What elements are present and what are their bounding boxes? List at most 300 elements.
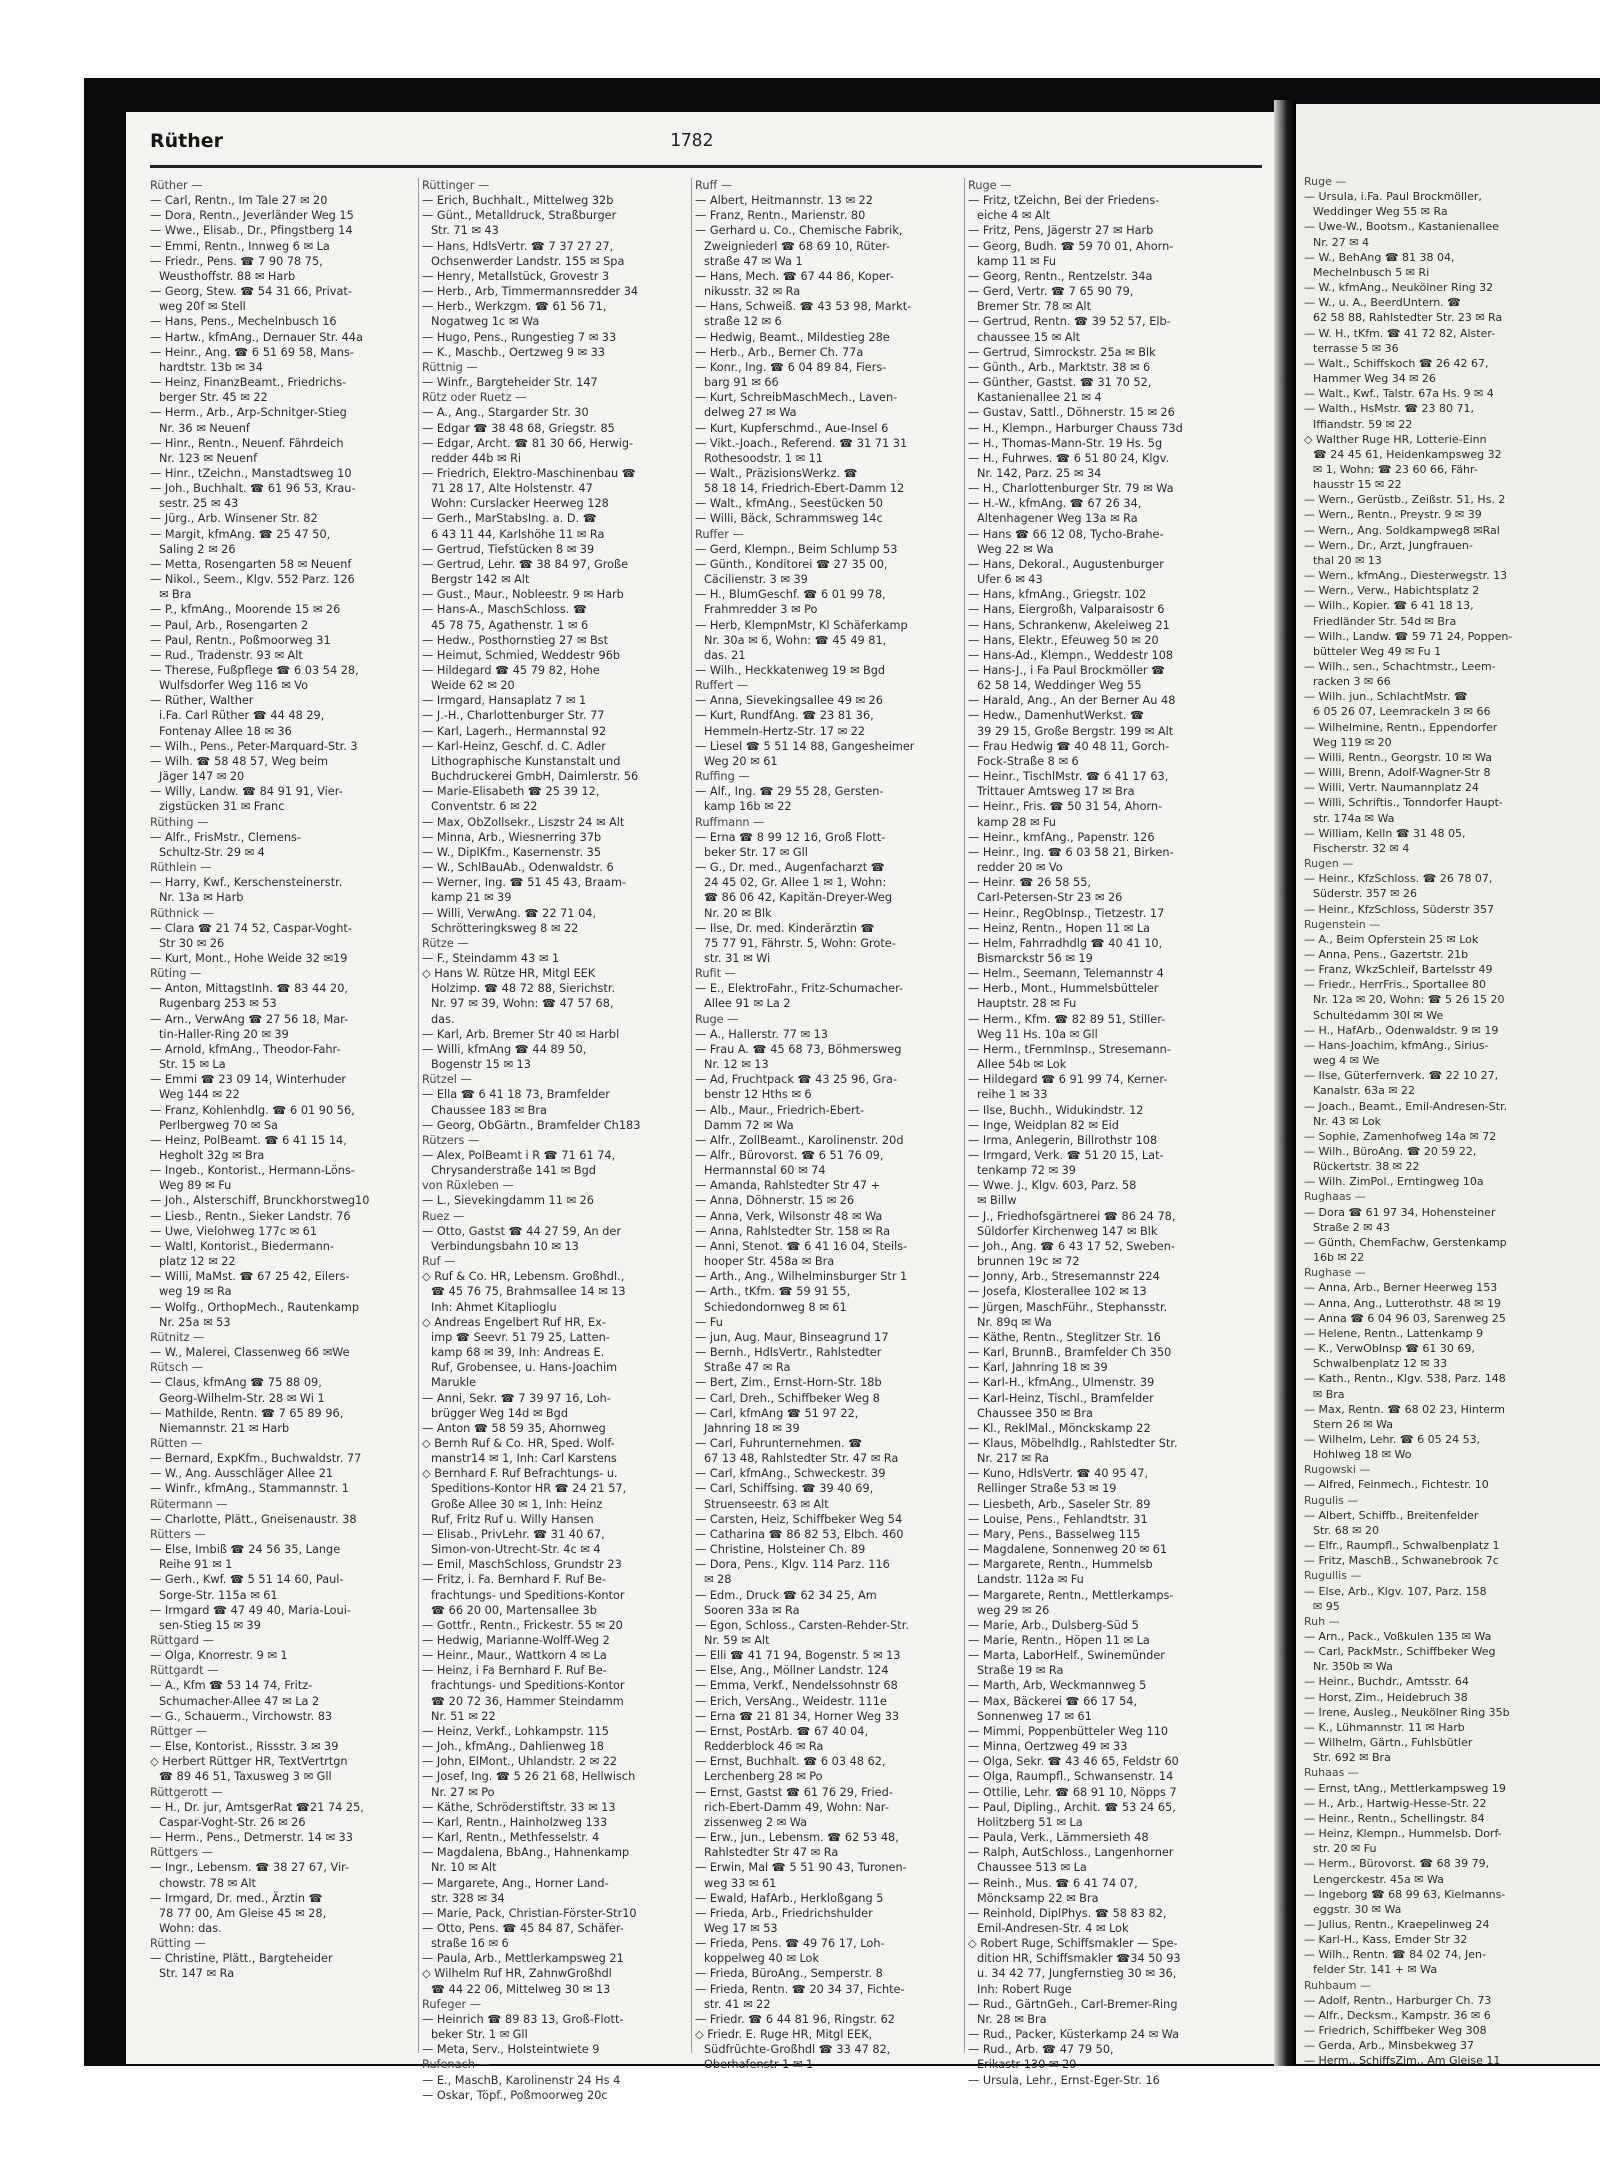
directory-entry: — Joh., Ang. ☎ 6 43 17 52, Sweben-	[968, 1239, 1175, 1253]
directory-entry: — Erich, VersAng., Weidestr. 111e	[695, 1694, 887, 1708]
directory-entry: — Edm., Druck ☎ 62 34 25, Am	[695, 1588, 877, 1602]
directory-entry: — Karl, Arb. Bremer Str 40 ✉ Harbl	[422, 1027, 620, 1041]
directory-entry: — Claus, kfmAng ☎ 75 88 09,	[150, 1376, 322, 1390]
directory-entry: — Carl, kfmAng ☎ 51 97 22,	[695, 1406, 859, 1420]
directory-entry: — Jürg., Arb. Winsener Str. 82	[150, 512, 318, 526]
directory-entry: — Gertrud, Rentn. ☎ 39 52 57, Elb-	[968, 315, 1171, 329]
directory-entry: ◇ Ruf & Co. HR, Lebensm. Großhdl.,	[422, 1270, 625, 1284]
directory-entry: kamp 68 ✉ 39, Inh: Andreas E.	[431, 1346, 605, 1360]
directory-entry: — Heinrich ☎ 89 83 13, Groß-Flott-	[422, 2012, 624, 2026]
directory-entry: — Reinh., Mus. ☎ 6 41 74 07,	[968, 1876, 1138, 1890]
directory-entry: Carl-Petersen-Str 23 ✉ 26	[977, 891, 1123, 905]
directory-entry: — Kurt, Kupferschmd., Aue-Insel 6	[695, 421, 889, 435]
directory-entry: — Frau A. ☎ 45 68 73, Böhmersweg	[695, 1042, 902, 1056]
directory-entry: ◇ Friedr. E. Ruge HR, Mitgl EEK,	[695, 2028, 873, 2042]
directory-entry: — Karl-H., Kass, Emder Str 32	[1304, 1933, 1468, 1947]
directory-entry: Saling 2 ✉ 26	[159, 542, 236, 556]
directory-entry: — Helm., Seemann, Telemannstr 4	[968, 967, 1164, 981]
directory-entry: — Günther, Gastst. ☎ 31 70 52,	[968, 376, 1152, 390]
directory-entry: — Wilh., BüroAng. ☎ 20 59 22,	[1304, 1145, 1477, 1158]
directory-entry: — Therese, Fußpflege ☎ 6 03 54 28,	[150, 664, 359, 677]
directory-entry: Rugenbarg 253 ✉ 53	[159, 997, 277, 1011]
directory-entry: — Arth., Ang., Wilhelminsburger Str 1	[695, 1270, 908, 1284]
directory-entry: — Winfr., Bargteheider Str. 147	[422, 376, 598, 390]
directory-entry: — Carsten, Heiz, Schiffbeker Weg 54	[695, 1512, 903, 1526]
directory-entry: — Ursula, i.Fa. Paul Brockmöller,	[1304, 190, 1482, 204]
directory-entry: — Mary, Pens., Basselweg 115	[968, 1527, 1141, 1541]
directory-entry: — Elfr., Raumpfl., Schwalbenplatz 1	[1304, 1539, 1500, 1553]
directory-entry: — Gerd, Klempn., Beim Schlump 53	[695, 542, 898, 556]
directory-entry: 75 77 91, Fährstr. 5, Wohn: Grote-	[704, 936, 896, 950]
directory-entry: Chaussee 183 ✉ Bra	[431, 1103, 547, 1117]
directory-entry: Rüttger —	[150, 1724, 208, 1738]
directory-entry: ✉ 28	[704, 1573, 732, 1587]
directory-entry: — Hildegard ☎ 6 91 99 74, Kerner-	[968, 1073, 1168, 1087]
directory-entry: Perlbergweg 70 ✉ Sa	[159, 1118, 278, 1132]
directory-entry: — Christine, Holsteiner Ch. 89	[695, 1543, 866, 1557]
directory-entry: Zweigniederl ☎ 68 69 10, Rüter-	[704, 239, 891, 253]
directory-entry: — Frieda, Rentn. ☎ 20 34 37, Fichte-	[695, 1982, 905, 1996]
directory-entry: — Liesb., Rentn., Sieker Landstr. 76	[150, 1209, 351, 1223]
directory-entry: Südfrüchte-Großhdl ☎ 33 47 82,	[704, 2043, 891, 2057]
directory-entry: — Günth., Konditorei ☎ 27 35 00,	[695, 557, 888, 571]
directory-entry: — Herm., Arb., Arp-Schnitger-Stieg	[150, 406, 347, 420]
directory-entry: — Else, Imbiß ☎ 24 56 35, Lange	[150, 1543, 341, 1557]
directory-entry: — Herm., tFernmInsp., Stresemann-	[968, 1042, 1171, 1056]
directory-entry: — Walt., Kwf., Talstr. 67a Hs. 9 ✉ 4	[1304, 387, 1494, 401]
directory-entry: — H.-W., kfmAng. ☎ 67 26 34,	[968, 497, 1142, 511]
directory-entry: — Fu	[695, 1315, 723, 1329]
directory-entry: — Dora ☎ 61 97 34, Hohensteiner	[1304, 1205, 1496, 1219]
directory-entry: Str 30 ✉ 26	[159, 936, 225, 950]
directory-entry: eggstr. 30 ✉ Wa	[1313, 1902, 1402, 1916]
directory-entry: Chaussee 513 ✉ La	[977, 1861, 1087, 1875]
directory-entry: kamp 11 ✉ Fu	[977, 254, 1057, 268]
directory-entry: straße 47 ✉ Wa 1	[704, 254, 803, 268]
directory-entry: — Olga, Knorrestr. 9 ✉ 1	[150, 1649, 288, 1663]
directory-entry: — Wern., Verw., Habichtsplatz 2	[1304, 584, 1480, 598]
directory-entry: — K., VerwObInsp ☎ 61 30 69,	[1304, 1342, 1475, 1356]
directory-entry: — Wilh. jun., SchlachtMstr. ☎	[1304, 690, 1468, 704]
page-number: 1782	[670, 130, 714, 151]
directory-entry: Hohlweg 18 ✉ Wo	[1313, 1448, 1412, 1462]
directory-entry: — Irma, Anlegerin, Billrothstr 108	[968, 1133, 1158, 1147]
directory-entry: imp ☎ Seevr. 51 79 25, Latten-	[431, 1330, 610, 1344]
directory-entry: weg 33 ✉ 61	[704, 1876, 777, 1890]
directory-entry: hardtstr. 13b ✉ 34	[159, 360, 263, 374]
directory-entry: — Franz, Rentn., Marienstr. 80	[695, 209, 866, 223]
directory-entry: ☎ 44 22 06, Mittelweg 30 ✉ 13	[431, 1982, 611, 1996]
directory-entry: — John, ElMont., Uhlandstr. 2 ✉ 22	[422, 1755, 618, 1769]
directory-entry: — Herm., Bürovorst. ☎ 68 39 79,	[1304, 1857, 1490, 1871]
directory-entry: — Wern., Gerüstb., Zeißstr. 51, Hs. 2	[1304, 493, 1506, 507]
directory-entry: — Wolfg., OrthopMech., Rautenkamp	[150, 1300, 360, 1314]
directory-entry: — Herb., Arb, Timmermannsredder 34	[422, 285, 639, 299]
directory-entry: — A., Kfm ☎ 53 14 74, Fritz-	[150, 1679, 313, 1693]
directory-entry: — Willi, Schriftis., Tonndorfer Haupt-	[1304, 796, 1503, 810]
directory-entry: Weg 119 ✉ 20	[1313, 735, 1392, 749]
directory-entry: Ruhaas —	[1304, 1766, 1359, 1780]
directory-entry: — Frieda, BüroAng., Semperstr. 8	[695, 1967, 883, 1981]
directory-entry: — Heimut, Schmied, Weddestr 96b	[422, 648, 621, 662]
directory-entry: — Josefa, Klosterallee 102 ✉ 13	[968, 1285, 1147, 1299]
directory-entry: Marukle	[431, 1376, 477, 1390]
directory-entry: Lerchenberg 28 ✉ Po	[704, 1770, 823, 1784]
directory-entry: rich-Ebert-Damm 49, Wohn: Nar-	[704, 1800, 889, 1814]
directory-entry: — Rud., Tradenstr. 93 ✉ Alt	[150, 648, 303, 662]
directory-entry: — Erna ☎ 8 99 12 16, Groß Flott-	[695, 830, 886, 844]
directory-entry: — Irene, Ausleg., Neukölner Ring 35b	[1304, 1705, 1510, 1719]
directory-entry: Rüttinger —	[422, 179, 490, 192]
directory-entry: ☎ 86 06 42, Kapitän-Dreyer-Weg	[704, 891, 893, 905]
directory-entry: — Julius, Rentn., Kraepelinweg 24	[1304, 1917, 1490, 1931]
directory-entry: Sooren 33a ✉ Ra	[704, 1603, 800, 1617]
directory-entry: Rugen —	[1304, 857, 1354, 871]
directory-entry: Rahlstedter Str 47 ✉ Ra	[704, 1846, 839, 1860]
directory-entry: — Alfr., Bürovorst. ☎ 6 51 76 09,	[695, 1149, 884, 1162]
directory-entry: Oberhafenstr 1 ✉ 1	[704, 2058, 814, 2072]
directory-entry: Str. 15 ✉ La	[159, 1058, 226, 1072]
directory-entry: Nr. 51 ✉ 22	[431, 1709, 496, 1723]
directory-entry: — Karl, Rentn., Hainholzweg 133	[422, 1815, 608, 1829]
directory-entry: str. 31 ✉ Wi	[704, 951, 771, 965]
directory-entry: Damm 72 ✉ Wa	[704, 1118, 794, 1132]
directory-entry: — Emil, MaschSchloss, Grundstr 23	[422, 1558, 622, 1572]
directory-entry: Nr. 89q ✉ Wa	[977, 1315, 1052, 1329]
directory-entry: — Hedwig, Marianne-Wolff-Weg 2	[422, 1634, 610, 1647]
directory-entry: Ruffert —	[695, 679, 749, 693]
header-rule	[150, 165, 1262, 168]
running-head-surname: Rüther	[150, 130, 224, 152]
directory-entry: — Oskar, Töpf., Poßmoorweg 20c	[422, 2088, 608, 2102]
directory-entry: berger Str. 45 ✉ 22	[159, 391, 268, 405]
directory-entry: — Helene, Rentn., Lattenkamp 9	[1304, 1326, 1484, 1340]
directory-entry: ☎ 20 72 36, Hammer Steindamm	[431, 1694, 624, 1708]
directory-entry: Ruff —	[695, 179, 733, 192]
directory-entry: — Fritz, i. Fa. Bernhard F. Ruf Be-	[422, 1573, 607, 1587]
directory-entry: — Wwe. J., Klgv. 603, Parz. 58	[968, 1179, 1137, 1193]
directory-entry: — Minna, Oertzweg 49 ✉ 33	[968, 1740, 1128, 1754]
directory-entry: — Joach., Beamt., Emil-Andresen-Str.	[1304, 1099, 1508, 1113]
directory-entry: — Dora, Rentn., Jeverländer Weg 15	[150, 209, 354, 223]
directory-entry: von Rüxleben —	[422, 1179, 514, 1193]
directory-entry: Reihe 91 ✉ 1	[159, 1558, 233, 1572]
directory-entry: Nr. 13a ✉ Harb	[159, 891, 244, 905]
directory-entry: — Ingr., Lebensm. ☎ 38 27 67, Vir-	[150, 1861, 350, 1875]
directory-entry: Nr. 12 ✉ 13	[704, 1058, 769, 1072]
directory-entry: redder 44b ✉ Ri	[431, 451, 522, 465]
directory-entry: — Kurt, Mont., Hohe Weide 32 ✉19	[150, 951, 348, 965]
directory-entry: — Magdalene, Sonnenweg 20 ✉ 61	[968, 1543, 1168, 1557]
directory-entry: — Ingeb., Kontorist., Hermann-Löns-	[150, 1164, 355, 1178]
directory-entry: — Gerh., Kwf. ☎ 5 51 14 60, Paul-	[150, 1573, 344, 1587]
directory-entry: Wohn: Curslacker Heerweg 128	[431, 497, 609, 511]
directory-entry: — Friedrich, Schiffbeker Weg 308	[1304, 2024, 1487, 2038]
directory-entry: — Anna ☎ 6 04 96 03, Sarenweg 25	[1304, 1311, 1506, 1325]
directory-entry: Ruez —	[422, 1209, 465, 1223]
directory-entry: terrasse 5 ✉ 36	[1313, 341, 1399, 355]
directory-entry: Hauptstr. 28 ✉ Fu	[977, 997, 1077, 1011]
directory-entry: Hammer Weg 34 ✉ 26	[1313, 372, 1436, 386]
directory-entry: Ruh —	[1304, 1614, 1340, 1628]
directory-entry: — Georg, Stew. ☎ 54 31 66, Privat-	[150, 285, 352, 299]
directory-entry: — Heinr., RegObInsp., Tietzestr. 17	[968, 906, 1165, 920]
directory-entry: Bremer Str. 78 ✉ Alt	[977, 300, 1091, 314]
directory-entry: — Wwe., Elisab., Dr., Pfingstberg 14	[150, 224, 353, 238]
directory-column-next-page	[1304, 174, 1600, 2069]
directory-entry: Caspar-Voght-Str. 26 ✉ 26	[159, 1815, 306, 1829]
directory-entry: Straße 19 ✉ Ra	[977, 1664, 1064, 1678]
directory-entry: Nr. 123 ✉ Neuenf	[159, 451, 258, 465]
directory-entry: kamp 21 ✉ 39	[431, 891, 512, 905]
directory-entry: Rütting —	[150, 1937, 206, 1951]
directory-entry: Süderstr. 357 ✉ 26	[1313, 887, 1417, 901]
directory-entry: — Max, Rentn. ☎ 68 02 23, Hinterm	[1304, 1402, 1505, 1416]
book-gutter	[1274, 100, 1296, 2066]
directory-entry: Str. 68 ✉ 20	[1313, 1523, 1380, 1537]
directory-entry: 67 13 48, Rahlstedter Str. 47 ✉ Ra	[704, 1452, 899, 1466]
directory-entry: Holzimp. ☎ 48 72 88, Sierichstr.	[431, 982, 616, 996]
directory-entry: — Anni, Sekr. ☎ 7 39 97 16, Loh-	[422, 1391, 611, 1405]
directory-entry: dition HR, Schiffsmakler ☎34 50 93	[977, 1952, 1181, 1966]
directory-entry: — Minna, Arb., Wiesnerring 37b	[422, 830, 602, 844]
directory-entry: Rufeger —	[422, 1997, 482, 2011]
directory-entry: — Karl, Rentn., Methfesselstr. 4	[422, 1831, 600, 1845]
directory-entry: — E., MaschB, Karolinenstr 24 Hs 4	[422, 2073, 621, 2087]
directory-entry: — Friedr., Pens. ☎ 7 90 78 75,	[150, 254, 323, 268]
directory-entry: Altenhagener Weg 13a ✉ Ra	[977, 512, 1138, 526]
directory-entry: ◇ Bernhard F. Ruf Befrachtungs- u.	[422, 1467, 618, 1481]
directory-entry: — Karl, BrunnB., Bramfelder Ch 350	[968, 1346, 1172, 1360]
directory-entry: — A., Beim Opferstein 25 ✉ Lok	[1304, 932, 1479, 946]
directory-entry: — Margarete, Rentn., Hummelsb	[968, 1558, 1153, 1572]
directory-entry: Wohn: das.	[159, 1921, 222, 1935]
directory-entry: beker Str. 17 ✉ Gll	[704, 845, 808, 859]
directory-entry: frachtungs- und Speditions-Kontor	[431, 1588, 625, 1602]
directory-entry: Sorge-Str. 115a ✉ 61	[159, 1588, 278, 1602]
directory-entry: ✉ 1, Wohn: ☎ 23 60 66, Fähr-	[1313, 462, 1478, 476]
directory-entry: Schumacher-Allee 47 ✉ La 2	[159, 1694, 320, 1708]
column-divider	[691, 178, 692, 2053]
directory-entry: Rothesoodstr. 1 ✉ 11	[704, 451, 823, 465]
directory-entry: — Anton ☎ 58 59 35, Ahornweg	[422, 1421, 606, 1435]
directory-entry: — Franz, Kohlenhdlg. ☎ 6 01 90 56,	[150, 1103, 355, 1117]
directory-entry: — Paul, Dipling., Archit. ☎ 53 24 65,	[968, 1800, 1176, 1814]
directory-entry: — Gerd, Vertr. ☎ 7 65 90 79,	[968, 285, 1134, 299]
directory-column-4	[968, 178, 1258, 2088]
directory-entry: — Willi, VerwAng. ☎ 22 71 04,	[422, 906, 597, 920]
directory-entry: — Meta, Serv., Holsteintwiete 9	[422, 2043, 600, 2057]
directory-entry: — Willi, Rentn., Georgstr. 10 ✉ Wa	[1304, 750, 1493, 764]
directory-entry: — F., Steindamm 43 ✉ 1	[422, 951, 560, 965]
directory-entry: reihe 1 ✉ 33	[977, 1088, 1048, 1102]
directory-entry: ◇ Walther Ruge HR, Lotterie-Einn	[1304, 432, 1487, 446]
directory-entry: weg 20f ✉ Stell	[159, 300, 246, 314]
directory-entry: — Wilh., sen., Schachtmstr., Leem-	[1304, 660, 1496, 673]
directory-entry: — Friedr. ☎ 6 44 81 96, Ringstr. 62	[695, 2012, 895, 2026]
directory-entry: Verbindungsbahn 10 ✉ 13	[431, 1239, 579, 1253]
directory-entry: — Wilhelm, Gärtn., Fuhlsbütler	[1304, 1736, 1473, 1750]
directory-entry: — Anna, Döhnerstr. 15 ✉ 26	[695, 1194, 855, 1208]
directory-entry: ◇ Herbert Rüttger HR, TextVertrtgn	[150, 1755, 348, 1769]
directory-entry: — Konr., Ing. ☎ 6 04 89 84, Fiers-	[695, 360, 887, 374]
directory-entry: Rückertstr. 38 ✉ 22	[1313, 1160, 1420, 1174]
directory-entry: — Gerh., MarStabsIng. a. D. ☎	[422, 512, 597, 526]
directory-entry: — Wilh., Pens., Peter-Marquard-Str. 3	[150, 739, 358, 753]
directory-entry: bütteler Weg 49 ✉ Fu 1	[1313, 644, 1442, 658]
directory-entry: — Arn., Pack., Voßkulen 135 ✉ Wa	[1304, 1630, 1492, 1643]
directory-entry: Lithographische Kunstanstalt und	[431, 754, 621, 768]
directory-entry: barg 91 ✉ 66	[704, 376, 779, 390]
directory-entry: str. 328 ✉ 34	[431, 1891, 505, 1905]
directory-entry: — Harry, Kwf., Kerschensteinerstr.	[150, 876, 343, 890]
directory-entry: Rugowski —	[1304, 1463, 1371, 1477]
directory-entry: Nr. 20 ✉ Blk	[704, 906, 772, 920]
directory-entry: — Winfr., kfmAng., Stammannstr. 1	[150, 1482, 349, 1496]
directory-entry: Holitzberg 51 ✉ La	[977, 1815, 1083, 1829]
directory-entry: — Adolf, Rentn., Harburger Ch. 73	[1304, 1993, 1492, 2007]
directory-entry: — Gustav, Sattl., Döhnerstr. 15 ✉ 26	[968, 406, 1175, 420]
directory-entry: — Hans-Joachim, kfmAng., Sirius-	[1304, 1038, 1489, 1052]
directory-entry: — Heinr., Ing. ☎ 6 03 58 21, Birken-	[968, 845, 1174, 859]
directory-entry: — Carl, PackMstr., Schiffbeker Weg	[1304, 1645, 1496, 1659]
directory-entry: ◇ Andreas Engelbert Ruf HR, Ex-	[422, 1315, 606, 1329]
directory-entry: — Heinz, PolBeamt. ☎ 6 41 15 14,	[150, 1133, 347, 1147]
directory-entry: straße 16 ✉ 6	[431, 1937, 509, 1951]
directory-entry: Nr. 28 ✉ Bra	[977, 2012, 1047, 2026]
directory-entry: — Ursula, Lehr., Ernst-Eger-Str. 16	[968, 2073, 1160, 2087]
directory-entry: — W., SchlBauAb., Odenwaldstr. 6	[422, 861, 614, 875]
directory-entry: — Hedwig, Beamt., Mildestieg 28e	[695, 330, 890, 344]
directory-entry: — Jonny, Arb., Stresemannstr 224	[968, 1270, 1160, 1284]
directory-entry: — Fritz, MaschB., Schwanebrook 7c	[1304, 1554, 1499, 1568]
directory-entry: — Bert, Zim., Ernst-Horn-Str. 18b	[695, 1376, 882, 1390]
directory-entry: — Herb., Mont., Hummelsbütteler	[968, 982, 1159, 996]
directory-entry: Rüthlein —	[150, 861, 212, 875]
directory-entry: — Charlotte, Plätt., Gneisenaustr. 38	[150, 1512, 357, 1526]
directory-entry: — H., Dr. jur, AmtsgerRat ☎21 74 25,	[150, 1800, 364, 1814]
directory-entry: — Heinr., TischlMstr. ☎ 6 41 17 63,	[968, 770, 1169, 784]
directory-entry: Ruge —	[968, 179, 1012, 192]
directory-entry: i.Fa. Carl Rüther ☎ 44 48 29,	[159, 709, 325, 723]
directory-entry: Ruf —	[422, 1255, 456, 1269]
directory-entry: — Paula, Verk., Lämmersieth 48	[968, 1831, 1149, 1845]
directory-entry: Fischerstr. 32 ✉ 4	[1313, 841, 1410, 855]
directory-entry: — William, Kelln ☎ 31 48 05,	[1304, 826, 1466, 840]
directory-column-3	[695, 178, 960, 2073]
directory-entry: ✉ Bra	[159, 588, 192, 602]
directory-entry: weg 4 ✉ We	[1313, 1054, 1380, 1068]
directory-entry: das.	[431, 1012, 455, 1026]
directory-entry: — Wilh. ☎ 58 48 57, Weg beim	[150, 754, 329, 768]
directory-entry: — Walth., HsMstr. ☎ 23 80 71,	[1304, 402, 1474, 416]
directory-entry: — Anni, Stenot. ☎ 6 41 16 04, Steils-	[695, 1239, 908, 1253]
directory-entry: — Wilh., Landw. ☎ 59 71 24, Poppen-	[1304, 629, 1513, 643]
directory-entry: — Wilh., Heckkatenweg 19 ✉ Bgd	[695, 664, 886, 677]
directory-entry: Rützers —	[422, 1133, 480, 1147]
directory-entry: — Dora, Pens., Klgv. 114 Parz. 116	[695, 1558, 890, 1572]
directory-entry: — P., kfmAng., Moorende 15 ✉ 26	[150, 603, 341, 617]
directory-entry: tin-Haller-Ring 20 ✉ 39	[159, 1027, 289, 1041]
directory-entry: Rütermann —	[150, 1497, 228, 1511]
directory-entry: — Nikol., Seem., Klgv. 552 Parz. 126	[150, 573, 355, 587]
directory-entry: Hermannstal 60 ✉ 74	[704, 1164, 826, 1178]
directory-entry: — Heinr. ☎ 26 58 55,	[968, 876, 1091, 890]
directory-entry: sestr. 25 ✉ 43	[159, 497, 239, 511]
directory-entry: Nr. 27 ✉ 4	[1313, 235, 1369, 249]
directory-entry: — Albert, Heitmannstr. 13 ✉ 22	[695, 194, 873, 208]
directory-entry: Weg 20 ✉ 61	[704, 754, 778, 768]
directory-entry: — Marie, Rentn., Höpen 11 ✉ La	[968, 1634, 1150, 1647]
directory-entry: Ruge —	[1304, 175, 1347, 188]
directory-entry: Weide 62 ✉ 20	[431, 679, 515, 693]
directory-entry: — Margarete, Ang., Horner Land-	[422, 1876, 609, 1890]
directory-entry: Rütters —	[150, 1527, 206, 1541]
directory-entry: — Arn., VerwAng ☎ 27 56 18, Mar-	[150, 1012, 349, 1026]
directory-entry: — Irmgard, Dr. med., Ärztin ☎	[150, 1891, 323, 1905]
directory-entry: Schultz-Str. 29 ✉ 4	[159, 845, 265, 859]
directory-entry: felder Str. 141 + ✉ Wa	[1313, 1963, 1438, 1977]
directory-entry: Schrötteringksweg 8 ✉ 22	[431, 921, 579, 935]
directory-entry: Rüther —	[150, 179, 203, 192]
directory-entry: 71 28 17, Alte Holstenstr. 47	[431, 482, 593, 496]
page-header	[150, 130, 1260, 166]
directory-entry: Große Allee 30 ✉ 1, Inh: Heinz	[431, 1497, 603, 1511]
directory-entry: weg 19 ✉ Ra	[159, 1285, 232, 1299]
directory-entry: — Elli ☎ 41 71 94, Bogenstr. 5 ✉ 13	[695, 1649, 901, 1663]
directory-entry: Sonnenweg 17 ✉ 61	[977, 1709, 1092, 1723]
directory-entry: — Klaus, Möbelhdlg., Rahlstedter Str.	[968, 1436, 1178, 1450]
directory-entry: das. 21	[704, 648, 746, 662]
directory-entry: Stern 26 ✉ Wa	[1313, 1417, 1393, 1431]
directory-entry: Rütnitz —	[150, 1330, 205, 1344]
directory-entry: — Günth, ChemFachw, Gerstenkamp	[1304, 1235, 1507, 1249]
directory-entry: Rüttnig —	[422, 360, 478, 374]
directory-entry: ✉ 95	[1313, 1599, 1340, 1613]
directory-entry: Kastanienallee 21 ✉ 4	[977, 391, 1102, 405]
directory-entry: — Hans, kfmAng., Griegstr. 102	[968, 588, 1147, 602]
directory-entry: — Josef, Ing. ☎ 5 26 21 68, Hellwisch	[422, 1770, 636, 1784]
directory-entry: — Hans, Elektr., Efeuweg 50 ✉ 20	[968, 633, 1159, 647]
directory-entry: Friedländer Str. 54d ✉ Bra	[1313, 614, 1457, 628]
directory-entry: Rugenstein —	[1304, 917, 1381, 931]
directory-entry: Trittauer Amtsweg 17 ✉ Bra	[977, 785, 1135, 799]
directory-entry: — Heinr., Fris. ☎ 50 31 54, Ahorn-	[968, 800, 1163, 814]
directory-entry: 58 18 14, Friedrich-Ebert-Damm 12	[704, 482, 905, 496]
directory-entry: ☎ 45 76 75, Brahmsallee 14 ✉ 13	[431, 1285, 626, 1299]
directory-entry: Struenseestr. 63 ✉ Alt	[704, 1497, 829, 1511]
directory-entry: — Herm., Pens., Detmerstr. 14 ✉ 33	[150, 1831, 353, 1845]
directory-entry: Weg 17 ✉ 53	[704, 1921, 778, 1935]
directory-entry: chaussee 15 ✉ Alt	[977, 330, 1081, 344]
directory-entry: — W., u. A., BeerdUntern. ☎	[1304, 296, 1461, 310]
directory-entry: Buchdruckerei GmbH, Daimlerstr. 56	[431, 770, 639, 784]
directory-entry: — Heinr., kmfAng., Papenstr. 126	[968, 830, 1155, 844]
directory-entry: Emil-Andresen-Str. 4 ✉ Lok	[977, 1921, 1129, 1935]
directory-entry: — Ilse, Dr. med. Kinderärztin ☎	[695, 921, 875, 935]
directory-entry: Fontenay Allee 18 ✉ 36	[159, 724, 292, 738]
directory-entry: — Ernst, Buchhalt. ☎ 6 03 48 62,	[695, 1755, 886, 1769]
directory-entry: — H., Arb., Hartwig-Hesse-Str. 22	[1304, 1796, 1487, 1810]
directory-entry: — Walt., PräzisionsWerkz. ☎	[695, 466, 858, 480]
directory-entry: — Ottilie, Lehr. ☎ 68 91 10, Nöpps 7	[968, 1785, 1177, 1799]
directory-entry: — Fritz, Pens, Jägerstr 27 ✉ Harb	[968, 224, 1154, 238]
directory-entry: — Rud., GärtnGeh., Carl-Bremer-Ring	[968, 1997, 1178, 2011]
directory-entry: — Joh., Buchhalt. ☎ 61 96 53, Krau-	[150, 482, 356, 496]
directory-entry: — Irmgard, Hansaplatz 7 ✉ 1	[422, 694, 587, 708]
directory-entry: Conventstr. 6 ✉ 22	[431, 800, 538, 814]
directory-entry: Bogenstr 15 ✉ 13	[431, 1058, 531, 1072]
